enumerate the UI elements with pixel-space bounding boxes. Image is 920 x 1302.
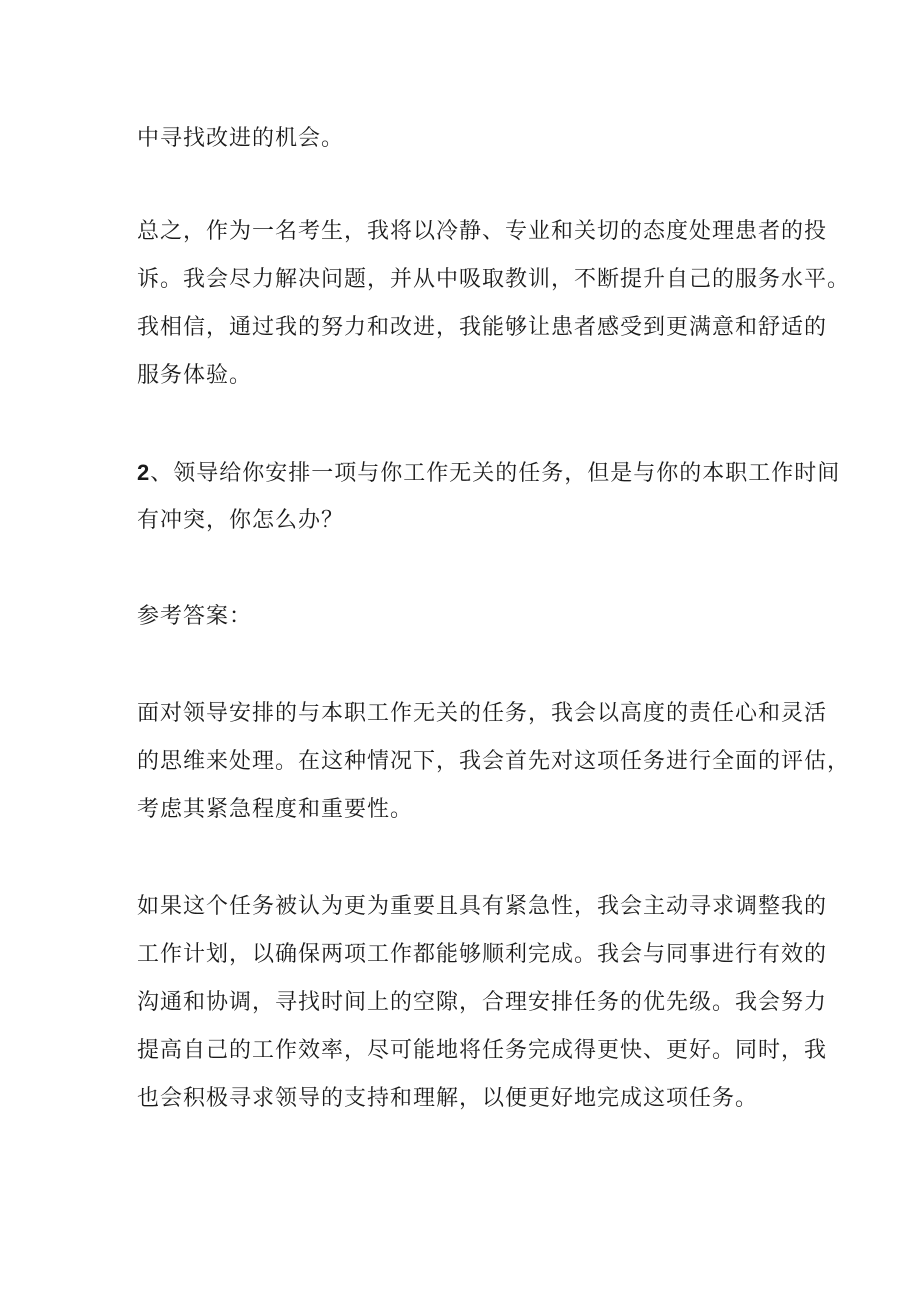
question-number: 2 <box>137 460 151 485</box>
paragraph-line: 我相信，通过我的努力和改进，我能够让患者感受到更满意和舒适的 <box>137 315 828 340</box>
question-text: 、领导给你安排一项与你工作无关的任务，但是与你的本职工作时间 <box>150 461 841 486</box>
paragraph-line: 如果这个任务被认为更为重要且具有紧急性，我会主动寻求调整我的 <box>137 894 828 919</box>
question-heading <box>137 458 840 489</box>
paragraph-line: 面对领导安排的与本职工作无关的任务，我会以高度的责任心和灵活 <box>137 701 828 726</box>
paragraph-line: 的思维来处理。在这种情况下，我会首先对这项任务进行全面的评估， <box>137 749 851 774</box>
paragraph-line: 也会积极寻求领导的支持和理解，以便更好地完成这项任务。 <box>137 1086 759 1111</box>
answer-label: 参考答案： <box>137 604 253 629</box>
paragraph-line: 工作计划，以确保两项工作都能够顺利完成。我会与同事进行有效的 <box>137 942 828 967</box>
paragraph-line: 服务体验。 <box>137 363 253 388</box>
paragraph-line: 诉。我会尽力解决问题，并从中吸取教训，不断提升自己的服务水平。 <box>137 267 851 292</box>
paragraph-line: 总之，作为一名考生，我将以冷静、专业和关切的态度处理患者的投 <box>137 219 828 244</box>
paragraph-line: 中寻找改进的机会。 <box>137 126 345 151</box>
paragraph-line: 有冲突，你怎么办？ <box>137 508 345 533</box>
paragraph-line: 沟通和协调，寻找时间上的空隙，合理安排任务的优先级。我会努力 <box>137 990 828 1015</box>
paragraph-line: 考虑其紧急程度和重要性。 <box>137 797 414 822</box>
paragraph-line: 提高自己的工作效率，尽可能地将任务完成得更快、更好。同时，我 <box>137 1038 828 1063</box>
